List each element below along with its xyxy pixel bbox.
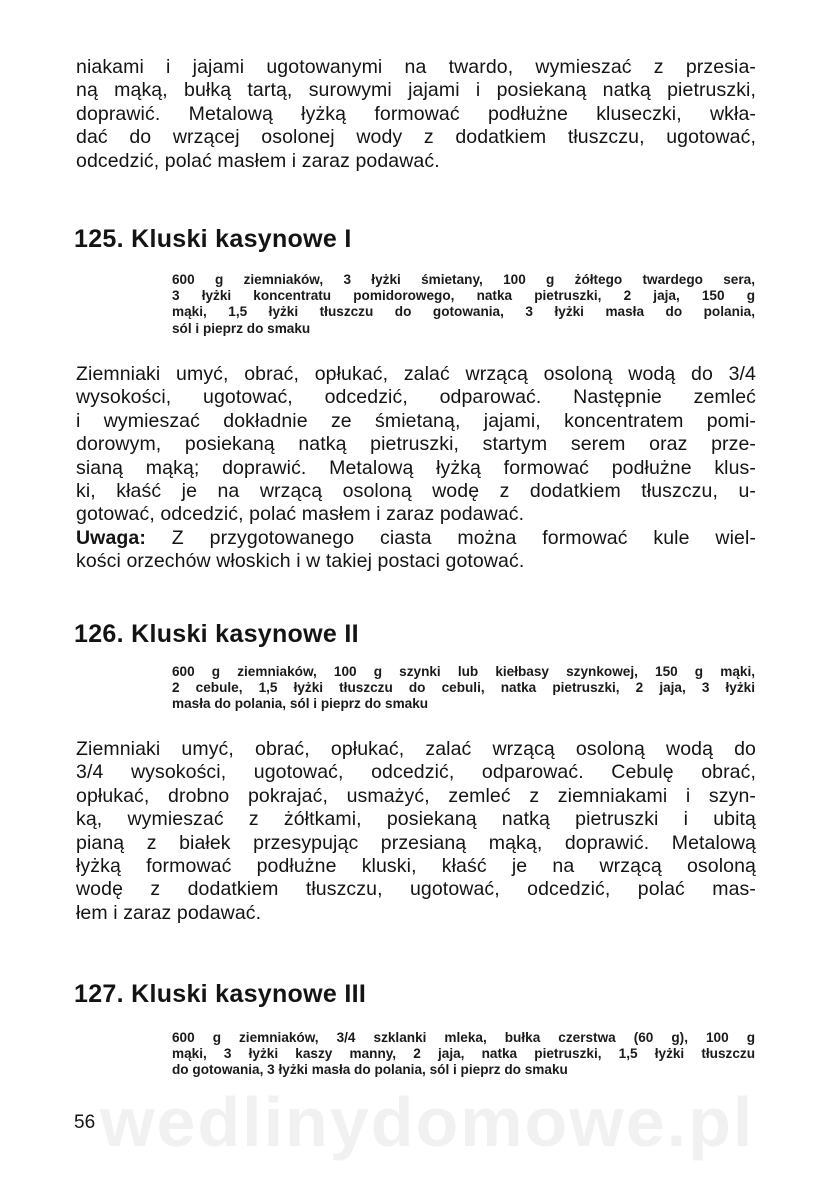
ingredient-line: sól i pieprz do smaku [172, 320, 311, 336]
note-text: Z przygotowanego ciasta można formować kule wiel- [145, 526, 756, 549]
text-line: dać do wrzącej osolonej wody z dodatkiem tłuszczu, ugotować, [76, 126, 756, 149]
text-line: ki, kłaść je na wrzącą osoloną wodę z dodatkiem tłuszczu, u- [76, 480, 756, 503]
text-line: gotować, odcedzić, polać masłem i zaraz podawać. [76, 503, 525, 526]
recipe-126-title: 126. Kluski kasynowe II [74, 620, 359, 648]
text-line: łyżką formować podłużne kluski, kłaść je na wrzącą osoloną [76, 855, 756, 878]
recipe-126-ingredients [172, 664, 755, 713]
ingredient-line: mąki, 3 łyżki kaszy manny, 2 jaja, natka pietruszki, 1,5 łyżki tłuszczu [172, 1046, 755, 1062]
recipe-127-ingredients [172, 1030, 755, 1079]
text-line: ką, wymieszać z żółtkami, posiekaną natką pietruszki i ubitą [76, 808, 756, 831]
page-number: 56 [74, 1112, 96, 1133]
watermark: wedlinydomowe.pl [100, 1083, 755, 1161]
ingredient-line: 3 łyżki koncentratu pomidorowego, natka pietruszki, 2 jaja, 150 g [172, 288, 755, 304]
text-line: 3/4 wysokości, ugotować, odcedzić, odparować. Cebulę obrać, [76, 761, 756, 784]
text-line: opłukać, drobno pokrajać, usmażyć, zemleć z ziemniakami i szyn- [76, 784, 756, 807]
ingredient-line: 600 g ziemniaków, 100 g szynki lub kiełbasy szynkowej, 150 g mąki, [172, 664, 755, 679]
text-line: doprawić. Metalową łyżką formować podłużne kluseczki, wkła- [76, 102, 756, 125]
text-line: sianą mąką; doprawić. Metalową łyżką formować podłużne klus- [76, 456, 756, 479]
note-line: kości orzechów włoskich i w takiej postaci gotować. [76, 550, 525, 573]
recipe-125-method [76, 363, 756, 574]
ingredient-line: masła do polania, sól i pieprz do smaku [172, 696, 429, 712]
text-line: wysokości, ugotować, odcedzić, odparować. Następnie zemleć [76, 386, 756, 409]
text-line: pianą z białek przesypując przesianą mąką, doprawić. Metalową [76, 831, 756, 854]
text-line: i wymieszać dokładnie ze śmietaną, jajami, koncentratem pomi- [76, 409, 756, 432]
recipe-127-title: 127. Kluski kasynowe III [74, 980, 367, 1008]
text-line: Ziemniaki umyć, obrać, opłukać, zalać wrzącą osoloną wodą do 3/4 [76, 363, 756, 385]
note-label: Uwaga: [76, 526, 146, 549]
ingredient-line: 600 g ziemniaków, 3/4 szklanki mleka, bułka czerstwa (60 g), 100 g [172, 1030, 755, 1045]
text-line: ną mąką, bułką tartą, surowymi jajami i posiekaną natką pietruszki, [76, 79, 756, 102]
recipe-126-method [76, 738, 756, 925]
text-line: dorowym, posiekaną natką pietruszki, startym serem oraz prze- [76, 433, 756, 456]
text-line: niakami i jajami ugotowanymi na twardo, wymieszać z przesia- [76, 56, 756, 78]
text-line: Ziemniaki umyć, obrać, opłukać, zalać wrzącą osoloną wodą do [76, 738, 756, 760]
ingredient-line: 2 cebule, 1,5 łyżki tłuszczu do cebuli, natka pietruszki, 2 jaja, 3 łyżki [172, 680, 755, 696]
text-line: odcedzić, polać masłem i zaraz podawać. [76, 149, 440, 172]
note-line [76, 527, 756, 550]
ingredient-line: mąki, 1,5 łyżki tłuszczu do gotowania, 3 łyżki masła do polania, [172, 304, 755, 320]
ingredient-line: do gotowania, 3 łyżki masła do polania, sól i pieprz do smaku [172, 1062, 568, 1078]
text-line: wodę z dodatkiem tłuszczu, ugotować, odcedzić, polać mas- [76, 878, 756, 901]
ingredient-line: 600 g ziemniaków, 3 łyżki śmietany, 100 g żółtego twardego sera, [172, 272, 755, 287]
text-line: łem i zaraz podawać. [76, 901, 262, 924]
recipe-125-title: 125. Kluski kasynowe I [74, 225, 352, 253]
intro-paragraph [76, 56, 756, 173]
recipe-125-ingredients [172, 272, 755, 337]
